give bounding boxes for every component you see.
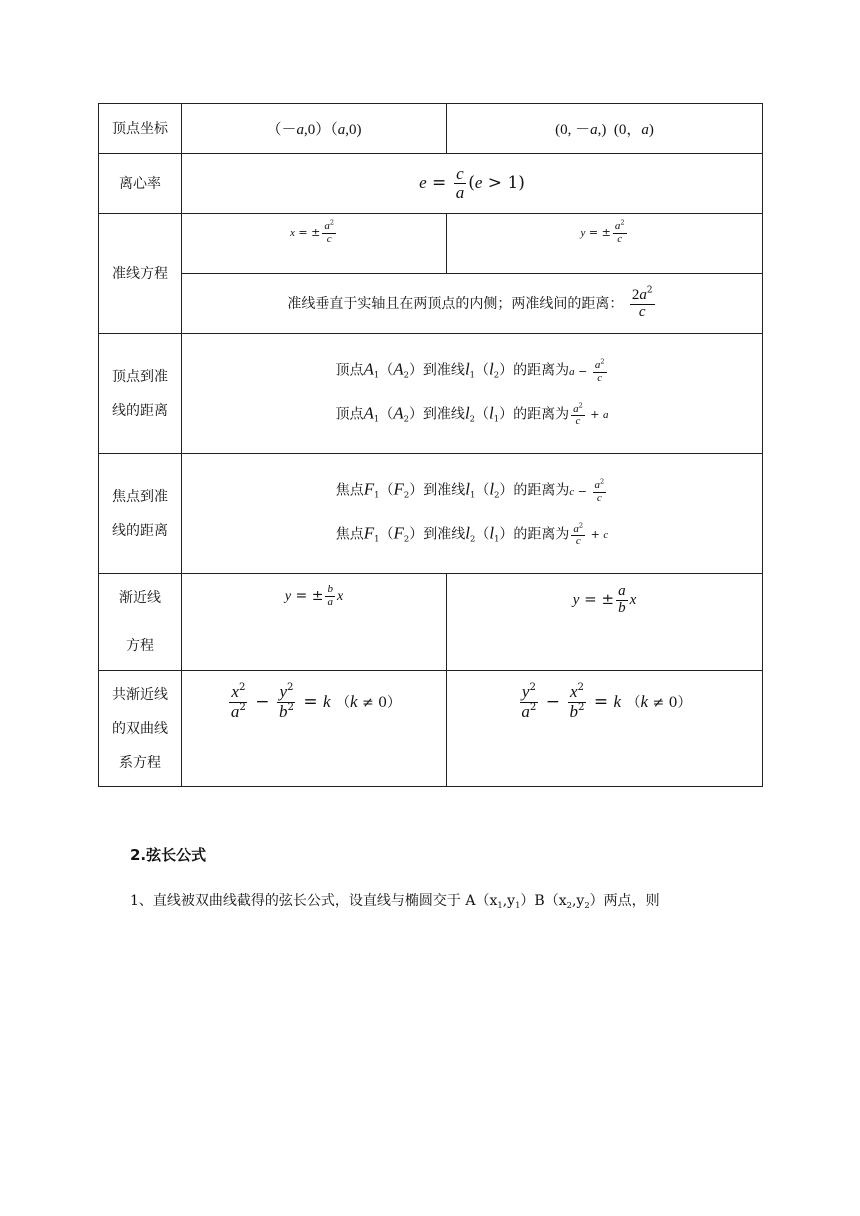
family-row [99, 671, 763, 787]
asymptote-label-1: 渐近线 [119, 590, 161, 606]
asymptote-left-cell: y = ± $\frac{b}{a}$ x [182, 574, 447, 671]
asymptote-label [99, 574, 182, 671]
family-label-1: 共渐近线 [112, 686, 168, 703]
family-label [99, 671, 182, 787]
chord-length-paragraph: 1、直线被双曲线截得的弦长公式，设直线与椭圆交于 $A(x_1,y_1)B(x_2,y_2)$两点，则 [130, 893, 660, 910]
family-label-2: 的双曲线 [112, 720, 168, 737]
eccentricity-label: 离心率 [99, 154, 182, 214]
directrix-right-cell: y = ± $\frac{a^2}{c}$ [447, 214, 763, 274]
vertex-directrix-row [99, 334, 763, 454]
vertex-label: 顶点坐标 [99, 104, 182, 154]
family-left-cell: $\frac{x^2}{a^2}$ − $\frac{y^2}{b^2}$ = k （k ≠ 0） [182, 671, 447, 787]
focus-directrix-label [99, 454, 182, 574]
vertex-directrix-line-2: 顶点$A_1(A_2)$到准线$l_2(l_1)$的距离为 $\frac{a^2}{c}$ + a [335, 400, 609, 428]
eccentricity-formula: e = $\frac{c}{a}$ (e > 1) [182, 154, 763, 214]
focus-directrix-label-2: 线的距离 [112, 522, 168, 539]
focus-directrix-line-1: 焦点$F_1(F_2)$到准线$l_1(l_2)$的距离为c − $\frac{a^2}{c}$ [335, 477, 605, 504]
eccentricity-row [99, 154, 763, 214]
asymptote-row [99, 574, 763, 671]
focus-directrix-label-1: 焦点到准 [112, 488, 168, 505]
paragraph-suffix: ）两点，则 [589, 893, 660, 909]
vertex-right-cell: (0, －a,) (0，a) [447, 104, 763, 154]
asymptote-right-cell: y = ± $\frac{a}{b}$ x [447, 574, 763, 671]
vertex-left-cell: （－a,0）（a,0) [182, 104, 447, 154]
directrix-label: 准线方程 [99, 214, 182, 334]
directrix-note: 准线垂直于实轴且在两顶点的内侧；两准线间的距离： [287, 295, 624, 312]
directrix-left-cell: x = ± $\frac{a^2}{c}$ [182, 214, 447, 274]
vertex-directrix-label-2: 线的距离 [112, 402, 168, 419]
vertex-directrix-label-1: 顶点到准 [112, 368, 168, 385]
focus-directrix-line-2: 焦点$F_1(F_2)$到准线$l_2(l_1)$的距离为 $\frac{a^2}{c}$ + c [335, 520, 609, 548]
paragraph-prefix: 1、直线被双曲线截得的弦长公式，设直线与椭圆交于 A（x [130, 893, 498, 909]
directrix-note-row [99, 274, 763, 334]
vertex-directrix-label [99, 334, 182, 454]
family-right-cell: $\frac{y^2}{a^2}$ − $\frac{x^2}{b^2}$ = k （k ≠ 0） [447, 671, 763, 787]
hyperbola-properties-table [98, 103, 763, 787]
asymptote-label-2: 方程 [126, 638, 154, 654]
family-label-3: 系方程 [119, 754, 161, 771]
vertex-directrix-cell [182, 334, 763, 454]
vertex-directrix-line-1: 顶点$A_1(A_2)$到准线$l_1(l_2)$的距离为a − $\frac{a^2}{c}$ [335, 357, 605, 384]
section-heading: 2.弦长公式 [130, 846, 207, 864]
focus-directrix-cell [182, 454, 763, 574]
vertex-row [99, 104, 763, 154]
directrix-note-cell: 准线垂直于实轴且在两顶点的内侧；两准线间的距离： $\frac{2a^2}{c}$ [182, 274, 763, 334]
directrix-row [99, 214, 763, 274]
focus-directrix-row [99, 454, 763, 574]
